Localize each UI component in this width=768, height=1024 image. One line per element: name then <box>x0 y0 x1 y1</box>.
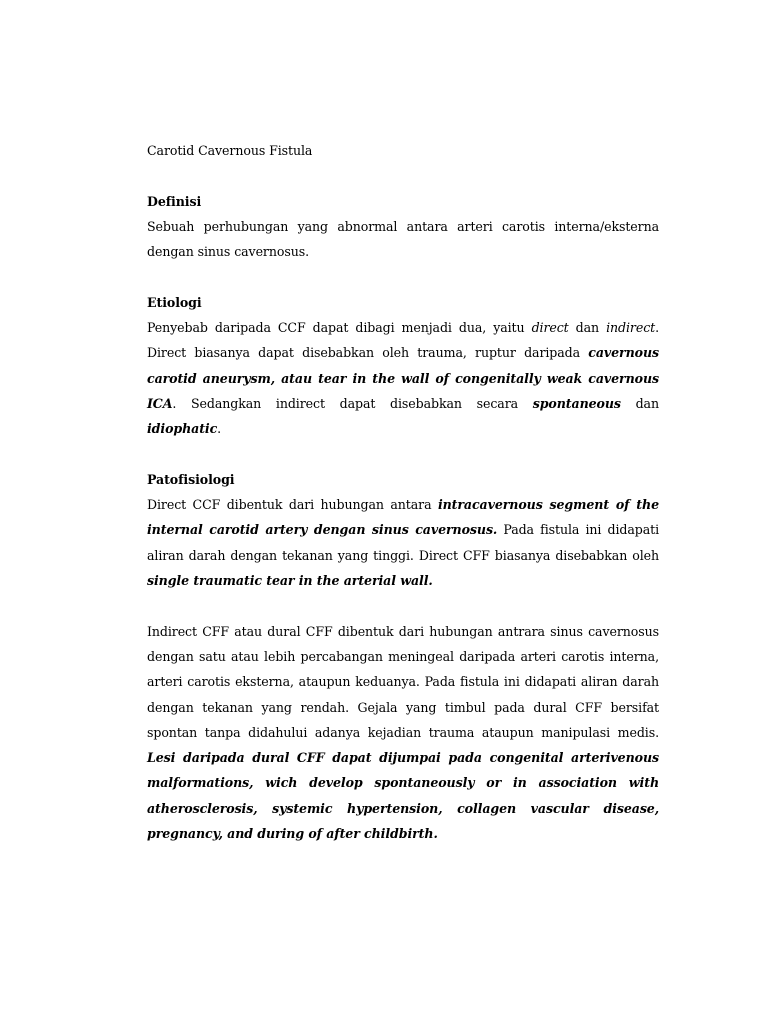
text-run: dan <box>620 395 659 411</box>
text-run: Pada fistula ini didapati aliran darah dengan tekanan yang tinggi. Direct CFF biasanya disebabkan oleh <box>147 522 659 563</box>
italic-term-direct: direct <box>531 320 569 336</box>
patofisiologi-paragraph-1 <box>147 492 659 593</box>
spacer <box>147 442 659 467</box>
italic-term-indirect: indirect <box>606 320 656 336</box>
text-run: Direct CCF dibentuk dari hubungan antara <box>147 497 438 513</box>
section-heading-patofisiologi: Patofisiologi <box>147 471 235 487</box>
definisi-text: Sebuah perhubungan yang abnormal antara arteri carotis interna/eksterna dengan sinus cavernosus. <box>147 218 659 260</box>
definisi-paragraph <box>147 214 659 265</box>
text-run: Penyebab daripada CCF dapat dibagi menjadi dua, yaitu <box>147 320 532 336</box>
text-run: . Sedangkan indirect dapat disebabkan secara <box>172 395 533 411</box>
bold-italic-term-spontaneous: spontaneous <box>532 395 621 411</box>
text-run: . Direct biasanya dapat disebabkan oleh trauma, ruptur daripada <box>147 320 660 361</box>
document-title: Carotid Cavernous Fistula <box>147 143 313 158</box>
text-run: . <box>217 421 222 437</box>
spacer <box>147 593 659 618</box>
etiologi-paragraph <box>147 315 659 441</box>
bold-italic-phrase: intracavernous segment of the internal carotid artery dengan sinus cavernosus. <box>147 497 659 538</box>
section-heading-definisi: Definisi <box>147 193 202 209</box>
bold-italic-term-idiophatic: idiophatic <box>147 421 218 437</box>
bold-italic-phrase: cavernous carotid aneurysm, atau tear in the wall of congenitally weak cavernous ICA <box>147 345 659 411</box>
section-heading-etiologi: Etiologi <box>147 294 202 310</box>
document-body <box>147 138 659 846</box>
text-run: dan <box>568 320 607 336</box>
text-run: Indirect CFF atau dural CFF dibentuk dari hubungan antrara sinus cavernosus dengan satu atau lebih percabangan meningeal daripada arteri carotis interna, arteri carotis eksterna, ataupun keduanya. Pada fistula ini didapati aliran darah dengan tekanan yang rendah. Gejala yang timbul pada dural CFF bersifat spontan tanpa didahului adanya kejadian trauma ataupun manipulasi medis. <box>147 623 659 740</box>
patofisiologi-paragraph-2 <box>147 619 659 847</box>
bold-italic-phrase: Lesi daripada dural CFF dapat dijumpai pada congenital arterivenous malformations, wich develop spontaneously or in association with atherosclerosis, systemic hypertension, collagen vascular disease, pregnancy, and during of after childbirth. <box>147 750 659 842</box>
spacer <box>147 264 659 289</box>
spacer <box>147 163 659 188</box>
bold-italic-phrase: single traumatic tear in the arterial wall. <box>147 573 433 589</box>
